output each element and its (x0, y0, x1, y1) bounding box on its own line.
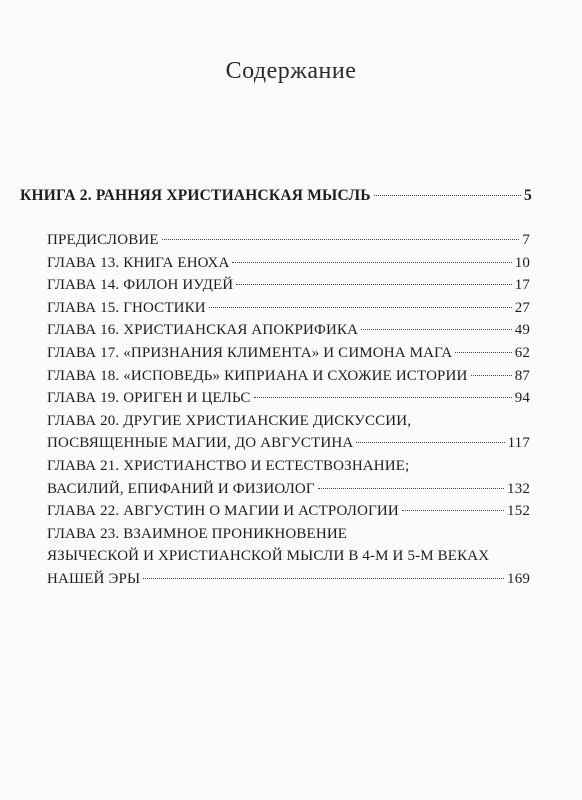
page-number: 49 (514, 322, 530, 339)
page-number: 132 (507, 480, 530, 497)
dot-leader (356, 442, 504, 443)
toc-entry (47, 455, 530, 500)
dot-leader (209, 307, 512, 308)
dot-leader (374, 195, 521, 196)
toc-entry-title-line: ВАСИЛИЙ, ЕПИФАНИЙ И ФИЗИОЛОГ (47, 480, 315, 497)
toc-entry (47, 319, 530, 342)
book-entry (20, 187, 532, 205)
toc-entry-title-line: ПРЕДИСЛОВИЕ (47, 232, 159, 248)
page-number: 169 (507, 570, 530, 587)
toc-entry-title-line: ГЛАВА 14. ФИЛОН ИУДЕЙ (47, 277, 234, 294)
toc-entry-title-line: ГЛАВА 23. ВЗАИМНОЕ ПРОНИКНОВЕНИЕ (47, 525, 348, 542)
toc-entry-last-line (47, 319, 530, 342)
toc-entry-last-line (47, 274, 530, 297)
dot-leader (471, 375, 512, 376)
page-number: 62 (514, 344, 530, 361)
toc-entry-title-line: ГЛАВА 13. КНИГА ЕНОХА (47, 254, 230, 271)
toc-entry (47, 252, 530, 275)
page-number: 10 (514, 254, 530, 271)
toc-list (47, 229, 530, 591)
toc-entry (47, 410, 530, 455)
dot-leader (236, 284, 511, 285)
dot-leader (455, 352, 511, 353)
toc-entry (47, 342, 530, 365)
toc-entry-last-line (47, 297, 530, 320)
toc-entry-last-line (47, 478, 530, 501)
toc-entry (47, 274, 530, 297)
toc-entry-last-line (47, 432, 530, 455)
toc-entry-last-line (47, 568, 530, 591)
toc-entry-title-line: ГЛАВА 15. ГНОСТИКИ (47, 299, 206, 316)
dot-leader (402, 510, 504, 511)
toc-entry-title-line: НАШЕЙ ЭРЫ (47, 570, 141, 587)
book-page-number: 5 (524, 187, 532, 204)
toc-entry-last-line (47, 252, 530, 275)
toc-entry-last-line (47, 387, 530, 410)
toc-entry (47, 523, 530, 591)
page-number: 117 (507, 435, 530, 452)
dot-leader (143, 578, 504, 579)
toc-entry-last-line (47, 229, 530, 252)
toc-entry-title-line: ГЛАВА 16. ХРИСТИАНСКАЯ АПОКРИФИКА (47, 322, 359, 339)
toc-entry-last-line (47, 500, 530, 523)
page-title: Содержание (225, 58, 357, 84)
toc-entry (47, 229, 530, 252)
dot-leader (162, 239, 520, 240)
toc-entry (47, 387, 530, 410)
dot-leader (254, 397, 512, 398)
page-number: 7 (522, 232, 530, 248)
toc-entry-title-line: ГЛАВА 22. АВГУСТИН О МАГИИ И АСТРОЛОГИИ (47, 503, 399, 520)
toc-entry-title-line: ГЛАВА 17. «ПРИЗНАНИЯ КЛИМЕНТА» И СИМОНА МАГА (47, 344, 453, 361)
page-number: 152 (507, 503, 530, 520)
page-number: 87 (514, 367, 530, 384)
toc-entry (47, 500, 530, 523)
dot-leader (232, 262, 511, 263)
page-number: 94 (514, 390, 530, 407)
toc-entry (47, 297, 530, 320)
toc-entry-title-line: ГЛАВА 20. ДРУГИЕ ХРИСТИАНСКИЕ ДИСКУССИИ, (47, 412, 412, 429)
toc-entry-title-line: ГЛАВА 21. ХРИСТИАНСТВО И ЕСТЕСТВОЗНАНИЕ; (47, 457, 410, 474)
toc-entry-title-line: ЯЗЫЧЕСКОЙ И ХРИСТИАНСКОЙ МЫСЛИ В 4-М И 5-М ВЕКАХ (47, 548, 490, 565)
toc-entry-title-line: ГЛАВА 19. ОРИГЕН И ЦЕЛЬС (47, 390, 251, 407)
page-number: 27 (514, 299, 530, 316)
toc-entry-title-line: ПОСВЯЩЕННЫЕ МАГИИ, ДО АВГУСТИНА (47, 435, 354, 452)
dot-leader (318, 488, 504, 489)
toc-entry-last-line (47, 365, 530, 388)
page-number: 17 (514, 277, 530, 294)
toc-entry-last-line (47, 342, 530, 365)
dot-leader (361, 329, 512, 330)
toc-entry-title-line: ГЛАВА 18. «ИСПОВЕДЬ» КИПРИАНА И СХОЖИЕ ИСТОРИИ (47, 367, 468, 384)
toc-entry (47, 365, 530, 388)
book-title: КНИГА 2. РАННЯЯ ХРИСТИАНСКАЯ МЫСЛЬ (20, 187, 371, 204)
